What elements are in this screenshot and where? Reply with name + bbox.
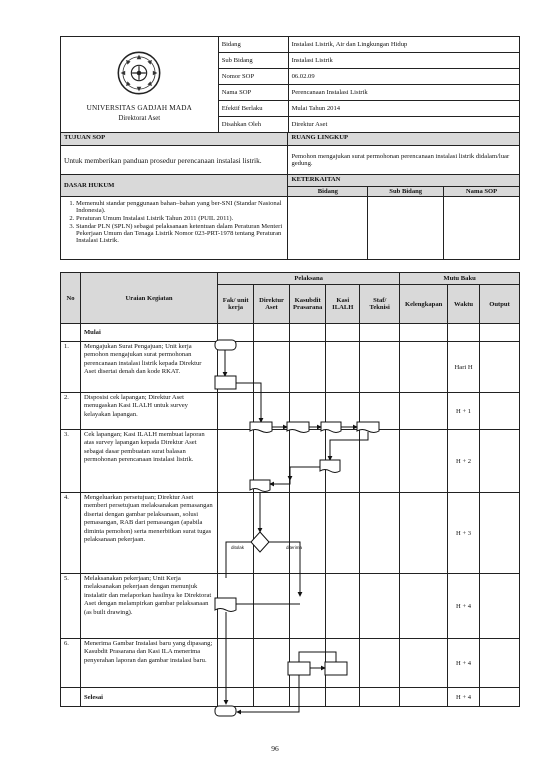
step-time: H + 4: [448, 639, 480, 688]
header-label: Nama SOP: [218, 85, 288, 101]
header-value: 06.02.09: [288, 69, 519, 85]
tujuan-text: Untuk memberikan panduan prosedur perencanaan instalasi listrik.: [61, 146, 288, 175]
step2-document: [321, 422, 341, 433]
flow-line: [290, 467, 320, 480]
step-no: 3.: [61, 430, 81, 493]
actor-header: Fak/ unit kerja: [218, 285, 254, 324]
step-no: 1.: [61, 342, 81, 393]
header-label: Sub Bidang: [218, 53, 288, 69]
step-text: Melaksanakan pekerjaan; Unit Kerja melaksanakan pekerjaan dengan menunjuk instalatir dan melaporkan hasilnya ke Direktorat Aset dengan melampirkan gambar pelaksanaan (as built drawing).: [80, 574, 217, 639]
end-terminator: [215, 706, 236, 716]
header-value: Perencanaan Instalasi Listrik: [288, 85, 519, 101]
step-no: 2.: [61, 393, 81, 430]
mutu-header: Kelengkapan: [400, 285, 448, 324]
step3-document: [320, 460, 340, 473]
step-time: H + 4: [448, 574, 480, 639]
actor-header: Kasubdit Prasarana: [290, 285, 326, 324]
col-uraian: Uraian Kegiatan: [80, 273, 217, 324]
step-text: Disposisi cek lapangan; Direktur Aset menugaskan Kasi ILALH untuk survey kelayakan lapangan.: [80, 393, 217, 430]
actor-header: Direktur Aset: [254, 285, 290, 324]
end-label: Selesai: [80, 688, 217, 707]
ruang-text: Pemohon mengajukan surat permohonan perencanaan instalasi listrik didalam/luar gedung.: [288, 146, 520, 175]
step-time: H + 1: [448, 393, 480, 430]
keterkaitan-col: Bidang: [288, 187, 368, 197]
header-value: Mulai Tahun 2014: [288, 101, 519, 117]
actor-header: Staf/ Teknisi: [360, 285, 400, 324]
header-label: Efektif Berlaku: [218, 101, 288, 117]
step-text: Menerima Gambar Instalasi baru yang dipasang; Kasubdit Prasarana dan Kasi ILA menerima penyerahan laporan dan gambar instalasi baru.: [80, 639, 217, 688]
keterkaitan-col: Sub Bidang: [368, 187, 444, 197]
step-no: 5.: [61, 574, 81, 639]
step2-document: [357, 422, 379, 433]
start-label: Mulai: [80, 324, 217, 342]
mutu-header: Waktu: [448, 285, 480, 324]
step-no: 4.: [61, 493, 81, 574]
step-no: 6.: [61, 639, 81, 688]
diterima-label: diterima: [286, 545, 303, 550]
step-text: Cek lapangan; Kasi ILALH membuat laporan atas survey lapangan kepada Direktur Aset sebagai dasar pembuatan surat balasan permohonan perencanaan instalasi listrik.: [80, 430, 217, 493]
step6-box: [325, 662, 347, 675]
flow-line: [270, 480, 290, 484]
ditolak-label: ditolak: [231, 545, 245, 550]
step-time: H + 3: [448, 493, 480, 574]
step5-document: [215, 598, 236, 612]
keterkaitan-col: Nama SOP: [444, 187, 520, 197]
header-label: Nomor SOP: [218, 69, 288, 85]
keterkaitan-title: KETERKAITAN: [288, 175, 520, 187]
step6-box: [288, 662, 310, 675]
page-number: 96: [271, 744, 279, 753]
flow-line: [330, 432, 368, 460]
dasar-item: 1. Memenuhi standar penggunaan bahan–bahan yang ber-SNI (Standar Nasional Indonesia).: [76, 200, 284, 214]
start-terminator: [215, 340, 236, 350]
step-text: Mengajukan Surat Pengajuan; Unit kerja pemohon mengajukan surat permohonan perencanaan instalasi listrik kepada Direktur Aset disertai denah dan kode RKAT.: [80, 342, 217, 393]
flow-line: [269, 542, 300, 596]
step-text: Mengeluarkan persetujuan; Direktur Aset memberi persetujuan melaksanakan pemasangan disertai dengan gambar pelaksanaan, solusi pemasangan, RAB dari pemasangan (apabila diminta pemohon) serta menerbitkan surat tugas pelaksanaan pekerjaan.: [80, 493, 217, 574]
step2-document: [287, 422, 309, 433]
header-value: Instalasi Listrik: [288, 53, 519, 69]
actor-header: Kasi ILALH: [326, 285, 360, 324]
step2-document: [250, 422, 272, 433]
header-label: Bidang: [218, 37, 288, 53]
university-name: UNIVERSITAS GADJAH MADA: [86, 103, 193, 112]
flow-line: [236, 383, 261, 422]
step-time: Hari H: [448, 342, 480, 393]
header-label: Disahkan Oleh: [218, 117, 288, 133]
dasar-item: 2. Peraturan Umum Instalasi Listrik Tahun 2011 (PUIL 2011).: [76, 215, 284, 222]
step3-document: [250, 480, 270, 492]
col-no: No: [61, 273, 81, 324]
flow-line: [299, 652, 336, 662]
decision-diamond: [251, 532, 269, 552]
ruang-title: RUANG LINGKUP: [288, 133, 520, 146]
header-value: Instalasi Listrik, Air dan Lingkungan Hidup: [288, 37, 519, 53]
dasar-title: DASAR HUKUM: [61, 175, 288, 197]
col-pelaksana: Pelaksana: [218, 273, 400, 285]
end-time: H + 4: [448, 688, 480, 707]
step1-box: [215, 376, 236, 389]
mutu-header: Output: [480, 285, 520, 324]
dasar-item: 3. Standar PLN (SPLN) sebagai pelaksanaan ketentuan dalam Peraturan Menteri Pekerjaan Umum dan Tenaga Listrik Nomor 023-PRT-1978 tentang Peraturan Instalasi Listrik.: [76, 223, 284, 244]
col-mutu: Mutu Baku: [400, 273, 520, 285]
header-value: Direktur Aset: [288, 117, 519, 133]
step-time: H + 2: [448, 430, 480, 493]
flow-line: [237, 675, 299, 712]
tujuan-title: TUJUAN SOP: [61, 133, 288, 146]
directorate-name: Direktorat Aset: [118, 114, 161, 122]
